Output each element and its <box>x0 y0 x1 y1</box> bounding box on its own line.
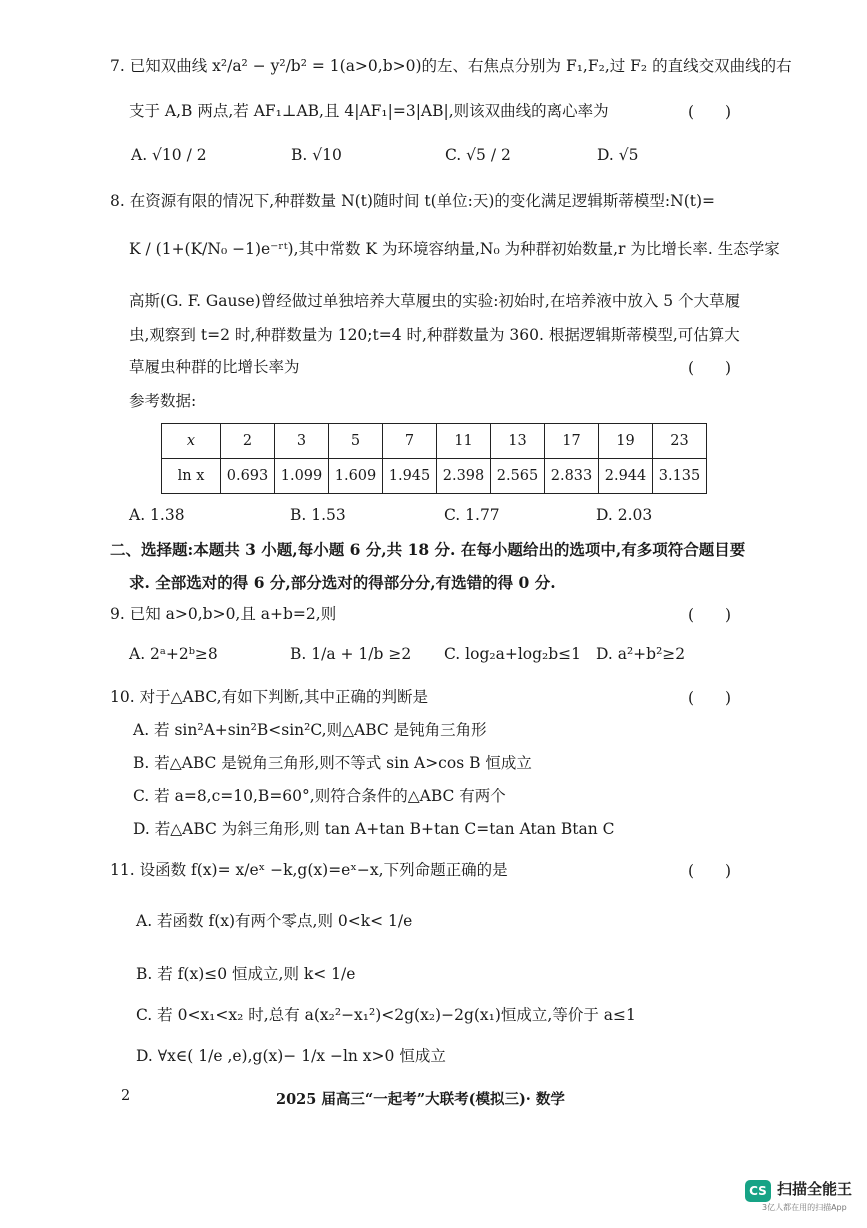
q10-option-c: C. 若 a=8,c=10,B=60°,则符合条件的△ABC 有两个 <box>133 787 506 805</box>
table-cell: 2.944 <box>599 459 653 494</box>
q9-option-b: B. 1/a + 1/b ≥2 <box>290 645 412 663</box>
q7-option-b: B. √10 <box>291 146 342 164</box>
q10-option-d: D. 若△ABC 为斜三角形,则 tan A+tan B+tan C=tan Atan Btan C <box>133 820 615 838</box>
q10-option-b: B. 若△ABC 是锐角三角形,则不等式 sin A>cos B 恒成立 <box>133 754 532 772</box>
q8-line4: 虫,观察到 t=2 时,种群数量为 120;t=4 时,种群数量为 360. 根据逻辑斯蒂模型,可估算大 <box>129 326 740 344</box>
q7-line2: 支于 A,B 两点,若 AF₁⊥AB,且 4|AF₁|=3|AB|,则该双曲线的离心率为 <box>129 102 609 120</box>
table-cell: 0.693 <box>221 459 275 494</box>
table-cell: ln x <box>162 459 221 494</box>
q8-option-c: C. 1.77 <box>444 506 500 524</box>
q11-option-b: B. 若 f(x)≤0 恒成立,则 k< 1/e <box>136 965 356 983</box>
q7-line1: 7. 已知双曲线 x²/a² − y²/b² = 1(a>0,b>0)的左、右焦点分别为 F₁,F₂,过 F₂ 的直线交双曲线的右 <box>110 57 792 75</box>
q9-line1: 9. 已知 a>0,b>0,且 a+b=2,则 <box>110 605 337 623</box>
table-cell: 17 <box>545 424 599 459</box>
table-row <box>162 424 707 459</box>
q9-answer-paren: ( ) <box>688 606 732 624</box>
q8-line5: 草履虫种群的比增长率为 <box>129 358 300 376</box>
camscanner-logo-icon: CS <box>745 1180 771 1202</box>
q8-answer-paren: ( ) <box>688 359 732 377</box>
table-cell: 5 <box>329 424 383 459</box>
table-cell: 19 <box>599 424 653 459</box>
table-cell: 2 <box>221 424 275 459</box>
q9-option-a: A. 2ᵃ+2ᵇ≥8 <box>129 645 218 663</box>
q7-option-a: A. √10 / 2 <box>131 146 207 164</box>
q8-option-a: A. 1.38 <box>129 506 185 524</box>
q8-line1: 8. 在资源有限的情况下,种群数量 N(t)随时间 t(单位:天)的变化满足逻辑斯蒂模型:N(t)= <box>110 192 716 210</box>
watermark-brand: 扫描全能王 <box>777 1180 853 1198</box>
table-cell: x <box>162 424 221 459</box>
q7-option-d: D. √5 <box>597 146 639 164</box>
watermark-tagline: 3亿人都在用的扫描App <box>762 1203 847 1212</box>
table-row <box>162 459 707 494</box>
table-cell: 1.099 <box>275 459 329 494</box>
page-number: 2 <box>121 1088 131 1104</box>
table-cell: 13 <box>491 424 545 459</box>
q8-option-d: D. 2.03 <box>596 506 653 524</box>
q11-option-d: D. ∀x∈( 1/e ,e),g(x)− 1/x −ln x>0 恒成立 <box>136 1047 446 1065</box>
q7-option-c: C. √5 / 2 <box>445 146 511 164</box>
q8-option-b: B. 1.53 <box>290 506 346 524</box>
q10-line1: 10. 对于△ABC,有如下判断,其中正确的判断是 <box>110 688 429 706</box>
table-cell: 1.609 <box>329 459 383 494</box>
q10-option-a: A. 若 sin²A+sin²B<sin²C,则△ABC 是钝角三角形 <box>133 721 487 739</box>
q11-line1: 11. 设函数 f(x)= x/eˣ −k,g(x)=eˣ−x,下列命题正确的是 <box>110 861 508 879</box>
q11-answer-paren: ( ) <box>688 862 732 880</box>
q8-line2: K / (1+(K/N₀ −1)e⁻ʳᵗ),其中常数 K 为环境容纳量,N₀ 为种群初始数量,r 为比增长率. 生态学家 <box>129 240 780 258</box>
table-cell: 7 <box>383 424 437 459</box>
q9-option-d: D. a²+b²≥2 <box>596 645 686 663</box>
table-cell: 11 <box>437 424 491 459</box>
table-cell: 2.398 <box>437 459 491 494</box>
q8-line3: 高斯(G. F. Gause)曾经做过单独培养大草履虫的实验:初始时,在培养液中放入 5 个大草履 <box>129 292 741 310</box>
ln-reference-table <box>161 423 707 494</box>
q8-reference-label: 参考数据: <box>129 392 197 410</box>
section2-heading-line2: 求. 全部选对的得 6 分,部分选对的得部分分,有选错的得 0 分. <box>129 573 556 592</box>
section2-heading-line1: 二、选择题:本题共 3 小题,每小题 6 分,共 18 分. 在每小题给出的选项中,有多项符合题目要 <box>110 540 746 559</box>
q11-option-c: C. 若 0<x₁<x₂ 时,总有 a(x₂²−x₁²)<2g(x₂)−2g(x₁)恒成立,等价于 a≤1 <box>136 1006 636 1024</box>
table-cell: 2.565 <box>491 459 545 494</box>
table-cell: 3 <box>275 424 329 459</box>
table-cell: 1.945 <box>383 459 437 494</box>
table-cell: 23 <box>653 424 707 459</box>
q9-option-c: C. log₂a+log₂b≤1 <box>444 645 582 663</box>
footer-title: 2025 届高三“一起考”大联考(模拟三)· 数学 <box>276 1091 565 1108</box>
q11-option-a: A. 若函数 f(x)有两个零点,则 0<k< 1/e <box>136 912 413 930</box>
table-cell: 3.135 <box>653 459 707 494</box>
table-cell: 2.833 <box>545 459 599 494</box>
q7-answer-paren: ( ) <box>688 103 732 121</box>
q10-answer-paren: ( ) <box>688 689 732 707</box>
